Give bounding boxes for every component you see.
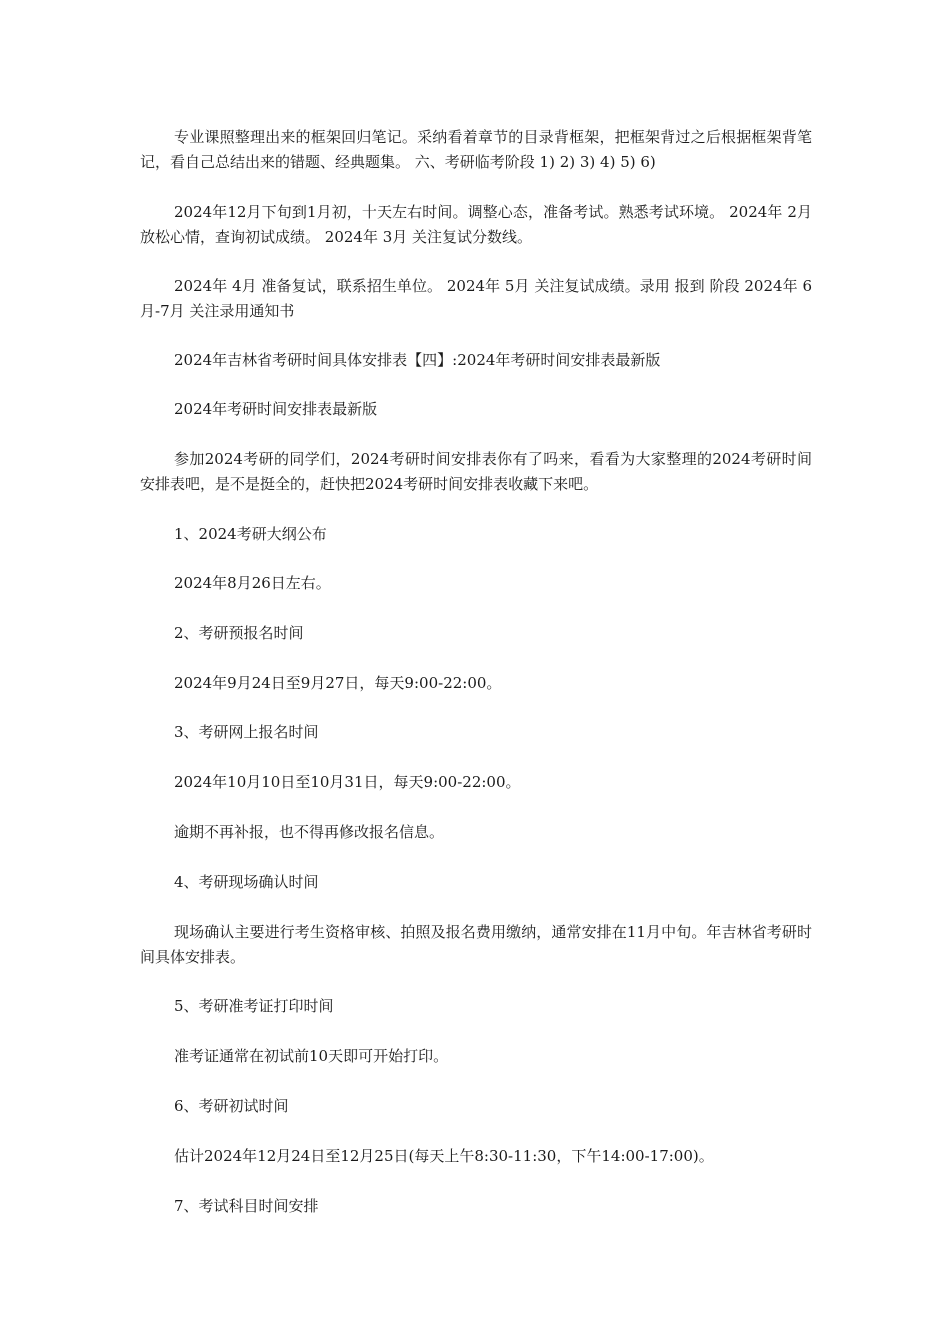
item-heading-syllabus: 1、2024考研大纲公布 [174, 525, 327, 543]
section-heading-latest-schedule: 2024年考研时间安排表最新版 [174, 400, 378, 418]
item-detail-onsite-confirmation: 现场确认主要进行考生资格审核、拍照及报名费用缴纳，通常安排在11月中旬。年吉林省考研时间具体安排表。 [140, 923, 812, 966]
paragraph-december-schedule: 2024年12月下旬到1月初，十天左右时间。调整心态，准备考试。熟悉考试环境。 2024年 2月 放松心情，查询初试成绩。 2024年 3月 关注复试分数线。 [140, 203, 812, 246]
paragraph-intro: 参加2024考研的同学们，2024考研时间安排表你有了吗来，看看为大家整理的2024考研时间安排表吧，是不是挺全的，赶快把2024考研时间安排表收藏下来吧。 [140, 450, 812, 493]
item-detail-late-registration-note: 逾期不再补报，也不得再修改报名信息。 [174, 823, 445, 841]
item-detail-online-registration-date: 2024年10月10日至10月31日，每天9:00-22:00。 [174, 773, 521, 791]
item-heading-initial-exam: 6、考研初试时间 [174, 1097, 289, 1115]
paragraph-april-schedule: 2024年 4月 准备复试，联系招生单位。 2024年 5月 关注复试成绩。录用 报到 阶段 2024年 6月-7月 关注录用通知书 [140, 277, 812, 320]
item-detail-syllabus-date: 2024年8月26日左右。 [174, 574, 331, 592]
item-heading-pre-registration: 2、考研预报名时间 [174, 624, 304, 642]
item-heading-onsite-confirmation: 4、考研现场确认时间 [174, 873, 319, 891]
item-heading-admission-ticket: 5、考研准考证打印时间 [174, 997, 334, 1015]
item-heading-online-registration: 3、考研网上报名时间 [174, 723, 319, 741]
paragraph-study-notes: 专业课照整理出来的框架回归笔记。采纳看着章节的目录背框架，把框架背过之后根据框架背笔记，看自己总结出来的错题、经典题集。 六、考研临考阶段 1) 2) 3) 4) 5) 6) [140, 128, 812, 171]
item-detail-admission-ticket: 准考证通常在初试前10天即可开始打印。 [174, 1047, 449, 1065]
section-heading-jilin-schedule: 2024年吉林省考研时间具体安排表【四】:2024年考研时间安排表最新版 [174, 351, 661, 369]
item-heading-exam-subjects: 7、考试科目时间安排 [174, 1197, 319, 1215]
item-detail-pre-registration-date: 2024年9月24日至9月27日，每天9:00-22:00。 [174, 674, 502, 692]
item-detail-initial-exam-date: 估计2024年12月24日至12月25日(每天上午8:30-11:30，下午14:00-17:00)。 [174, 1147, 714, 1165]
